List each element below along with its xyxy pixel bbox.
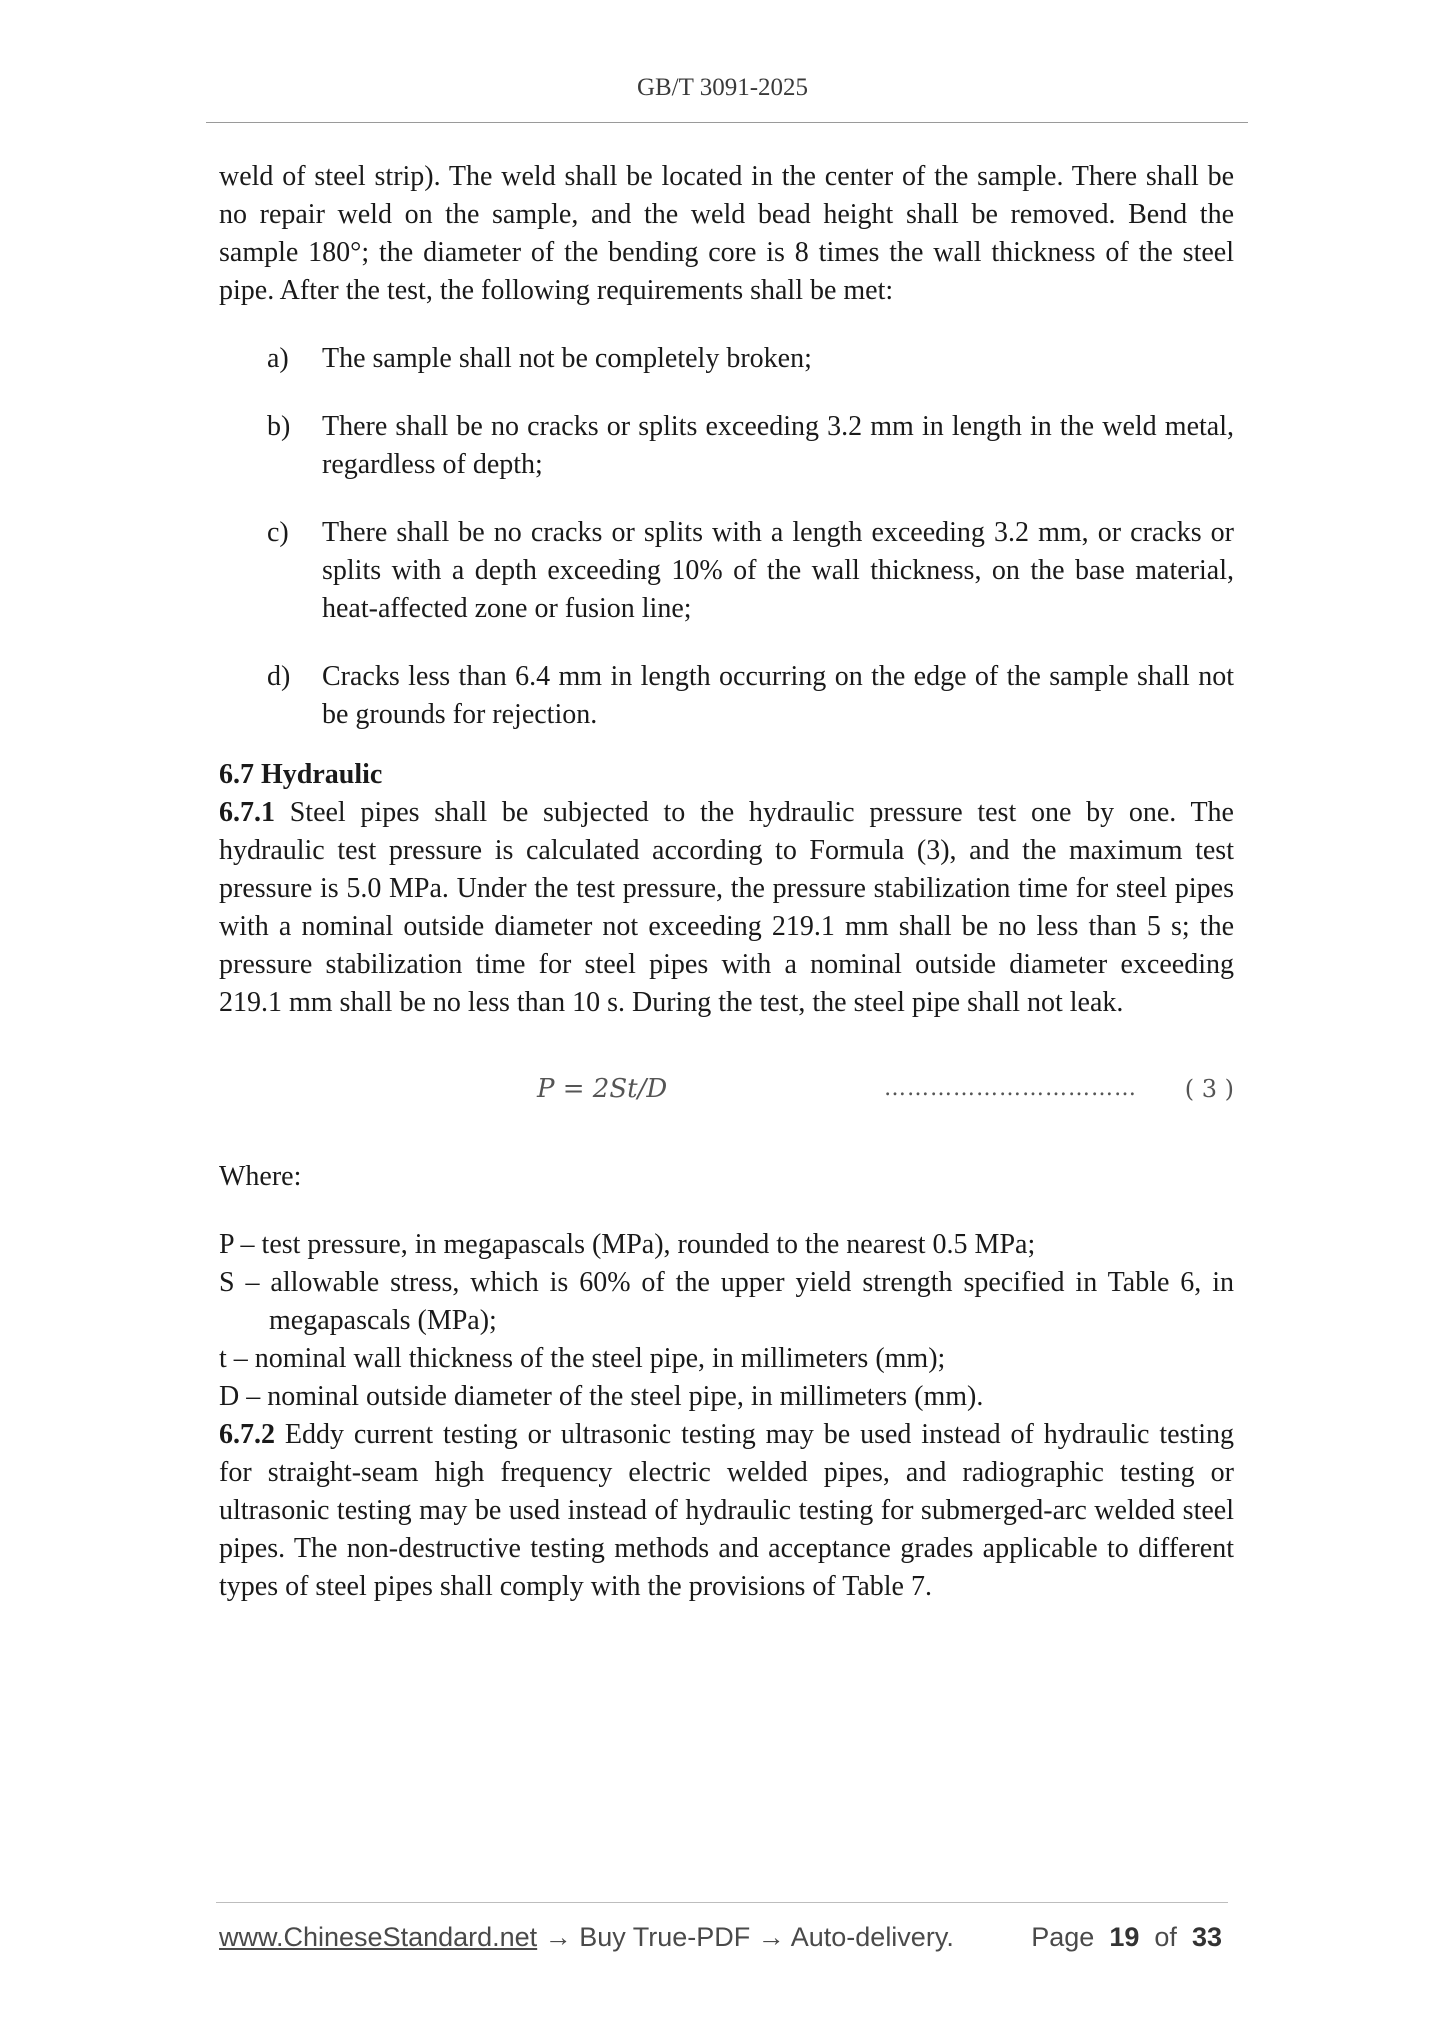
clause-6-7-2 xyxy=(219,1416,1234,1606)
footer-promo xyxy=(219,1922,954,1953)
website-link[interactable]: www.ChineseStandard.net xyxy=(219,1922,538,1952)
definition-d: D – nominal outside diameter of the steel pipe, in millimeters (mm). xyxy=(219,1381,984,1412)
list-marker: a) xyxy=(267,343,289,374)
definition-s: S – allowable stress, which is 60% of the upper yield strength specified in Table 6, in megapascals (MPa); xyxy=(219,1267,1234,1336)
formula-number: ( 3 ) xyxy=(1184,1075,1234,1103)
definition-t: t – nominal wall thickness of the steel pipe, in millimeters (mm); xyxy=(219,1343,946,1374)
list-text: There shall be no cracks or splits exceeding 3.2 mm in length in the weld metal, regardless of depth; xyxy=(322,411,1234,480)
where-label: Where: xyxy=(219,1161,302,1192)
page-indicator xyxy=(1031,1922,1222,1953)
formula-leader-dots: …………………………… xyxy=(884,1076,1137,1101)
list-item-d xyxy=(219,658,1234,734)
intro-paragraph: weld of steel strip). The weld shall be located in the center of the sample. There shall be no repair weld on the sample, and the weld bead height shall be removed. Bend the sample 180°; the diameter of the bending core is 8 times the wall thickness of the steel pipe. After the test, the following requirements shall be met: xyxy=(219,161,1234,306)
list-marker: b) xyxy=(267,411,291,442)
header-divider xyxy=(206,122,1248,123)
footer-divider xyxy=(216,1902,1228,1903)
total-pages: 33 xyxy=(1191,1922,1222,1952)
list-text: The sample shall not be completely broken; xyxy=(322,343,812,374)
list-marker: c) xyxy=(267,517,289,548)
formula-3 xyxy=(219,1070,1234,1108)
definition-p: P – test pressure, in megapascals (MPa), rounded to the nearest 0.5 MPa; xyxy=(219,1229,1036,1260)
page-label: Page xyxy=(1031,1922,1095,1952)
list-item-c xyxy=(219,514,1234,628)
formula-expression: P = 2St/D xyxy=(537,1074,668,1104)
footer-tagline: → Buy True-PDF → Auto-delivery. xyxy=(537,1922,954,1952)
document-body xyxy=(219,158,1234,1606)
clause-text: Steel pipes shall be subjected to the hydraulic pressure test one by one. The hydraulic test pressure is calculated according to Formula (3), and the maximum test pressure is 5.0 MPa. Under the test pressure, the pressure stabilization time for steel pipes with a nominal outside diameter not exceeding 219.1 mm shall be no less than 5 s; the pressure stabilization time for steel pipes with a nominal outside diameter exceeding 219.1 mm shall be no less than 10 s. During the test, the steel pipe shall not leak. xyxy=(219,797,1234,1018)
list-marker: d) xyxy=(267,661,291,692)
clause-text: Eddy current testing or ultrasonic testing may be used instead of hydraulic testing for straight-seam high frequency electric welded pipes, and radiographic testing or ultrasonic testing may be used instead of hydraulic testing for submerged-arc welded steel pipes. The non-destructive testing methods and acceptance grades applicable to different types of steel pipes shall comply with the provisions of Table 7. xyxy=(219,1419,1234,1602)
list-item-a xyxy=(219,340,1234,378)
list-item-b xyxy=(219,408,1234,484)
section-heading: 6.7 Hydraulic xyxy=(219,759,383,790)
page-number: 19 xyxy=(1109,1922,1140,1952)
list-text: There shall be no cracks or splits with a length exceeding 3.2 mm, or cracks or splits with a depth exceeding 10% of the wall thickness, on the base material, heat-affected zone or fusion line; xyxy=(322,517,1234,624)
clause-6-7-1 xyxy=(219,794,1234,1022)
clause-number: 6.7.1 xyxy=(219,797,275,828)
document-header-title: GB/T 3091-2025 xyxy=(636,74,809,101)
clause-number: 6.7.2 xyxy=(219,1419,275,1450)
list-text: Cracks less than 6.4 mm in length occurring on the edge of the sample shall not be grounds for rejection. xyxy=(322,661,1234,730)
of-label: of xyxy=(1154,1922,1177,1952)
